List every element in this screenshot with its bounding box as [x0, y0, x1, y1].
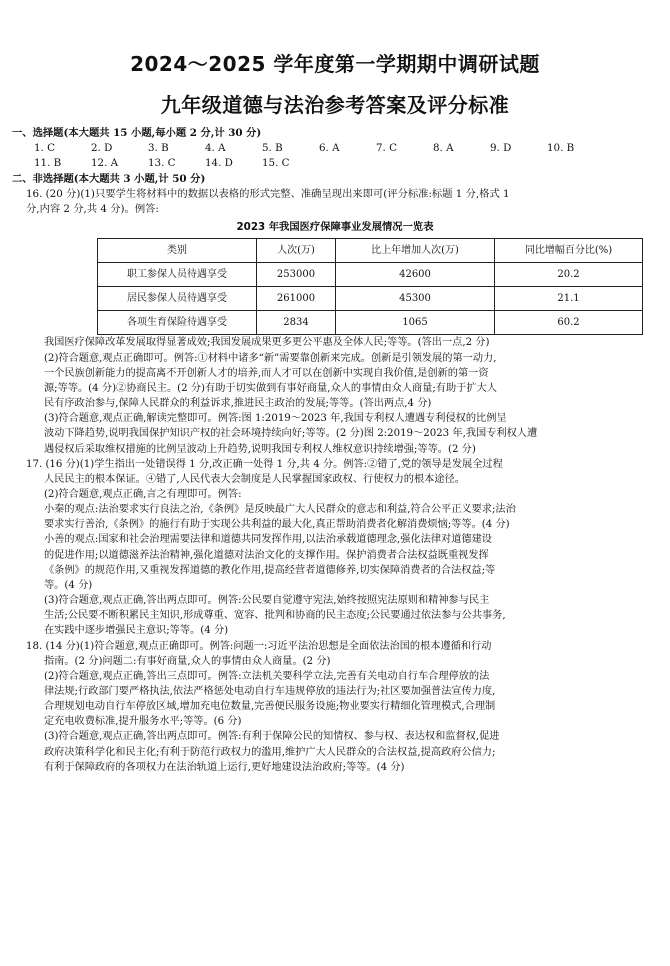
q17-line: 《条例》的规范作用,又重视发挥道德的教化作用,提高经营者道德修养,切实保障消费者的合法权益;等 [44, 564, 496, 576]
table-cell: 2834 [257, 311, 336, 335]
table-row [98, 287, 643, 311]
q17-line: 生活;公民要不断积累民主知识,形成尊重、宽容、批判和协商的民主态度;公民要通过依法参与公共事务, [44, 610, 506, 622]
answer-key-title: 九年级道德与法治参考答案及评分标准 [160, 93, 510, 117]
choice-answer: 13. C [148, 157, 176, 170]
table-header-cell: 人次(万) [257, 239, 336, 263]
table-header-cell: 比上年增加人次(万) [336, 239, 495, 263]
exam-title: 2024～2025 学年度第一学期期中调研试题 [130, 52, 540, 76]
q18-line: 政府决策科学化和民主化;有利于防范行政权力的滥用,维护广大人民群众的合法权益,提高政府公信力; [44, 746, 496, 758]
table-header-row [98, 239, 643, 263]
section1-heading: 一、选择题(本大题共 15 小题,每小题 2 分,计 30 分) [12, 127, 262, 139]
choice-answer: 9. D [490, 142, 512, 155]
q17-line: 等。(4 分) [44, 579, 93, 591]
choice-answer: 11. B [34, 157, 62, 170]
choice-answers-row-1 [12, 141, 658, 156]
q17-line: 人民民主的根本保证。④错了,人民代表大会制度是人民掌握国家政权、行使权力的根本途径。 [44, 473, 465, 485]
choice-answer: 1. C [34, 142, 55, 155]
q16-line: 我国医疗保障改革发展取得显著成效;我国发展成果更多更公平惠及全体人民;等等。(答出一点,2 分) [44, 337, 490, 349]
q18-line: 律法规;行政部门要严格执法,依法严格惩处电动自行车违规停放的违法行为;社区要加强普法宣传力度, [44, 686, 496, 698]
q18-line: (2)符合题意,观点正确,答出三点即可。例答:立法机关要科学立法,完善有关电动自行车合理停放的法 [44, 670, 490, 682]
table-cell: 各项生育保险待遇享受 [98, 311, 257, 335]
choice-answer: 14. D [205, 157, 233, 170]
answer-body [12, 126, 658, 775]
table-cell: 60.2 [495, 311, 643, 335]
q18-line: 有利于保障政府的各项权力在法治轨道上运行,更好地建设法治政府;等等。(4 分) [44, 761, 405, 773]
table-cell: 42600 [336, 263, 495, 287]
choice-answer: 6. A [319, 142, 340, 155]
q18-line: 合理规划电动自行车停放区域,增加充电位数量,完善便民服务设施;物业要实行精细化管理模式,合理制 [44, 701, 496, 713]
q16-line: 源;等等。(4 分)②协商民主。(2 分)有助于切实做到有事好商量,众人的事情由众人商量;有助于扩大人 [44, 382, 497, 394]
table-cell: 职工参保人员待遇享受 [98, 263, 257, 287]
q17-line: 要求实行善治,《条例》的施行有助于实现公共利益的最大化,真正帮助消费者化解消费烦恼;等等。(4 分) [44, 519, 510, 531]
table-cell: 45300 [336, 287, 495, 311]
choice-answer: 7. C [376, 142, 397, 155]
table-cell: 253000 [257, 263, 336, 287]
answer-text [12, 335, 658, 775]
table-header-cell: 类别 [98, 239, 257, 263]
q16-line: (2)符合题意,观点正确即可。例答:①材料中诸多“新”需要靠创新来完成。创新是引领发展的第一动力, [44, 352, 497, 364]
q17-line: (2)符合题意,观点正确,言之有理即可。例答: [44, 488, 242, 500]
table-cell: 21.1 [495, 287, 643, 311]
q17-line: 17. (16 分)(1)学生指出一处错误得 1 分,改正确一处得 1 分,共 4 分。例答:②错了,党的领导是发展全过程 [26, 458, 503, 470]
q16-line: 遇侵权后采取维权措施的比例呈波动上升趋势,说明我国专利权人维权意识持续增强;等等。(2 分) [44, 443, 476, 455]
q18-line: 指南。(2 分)问题二:有事好商量,众人的事情由众人商量。(2 分) [44, 655, 331, 667]
choice-answer: 12. A [91, 157, 119, 170]
q18-line: 定充电收费标准,提升服务水平;等等。(6 分) [44, 716, 242, 728]
choice-answer: 2. D [91, 142, 113, 155]
choice-answer: 4. A [205, 142, 226, 155]
choice-answers-row-2 [12, 156, 658, 171]
q16-line: 一个民族创新能力的提高离不开创新人才的培养,而人才可以在创新中实现自我价值,是创新的第一资 [44, 367, 489, 379]
section2-heading: 二、非选择题(本大题共 3 小题,计 50 分) [12, 172, 206, 185]
q16-line: 民有序政治参与,保障人民群众的利益诉求,推进民主政治的发展;等等。(答出两点,4 分) [44, 398, 432, 410]
medical-insurance-table [97, 238, 643, 335]
q17-line: 在实践中逐步增强民主意识;等等。(4 分) [44, 625, 229, 637]
choice-answer: 15. C [262, 157, 290, 170]
q16-line: 波动下降趋势,说明我国保护知识产权的社会环境持续向好;等等。(2 分)图 2:2019～2023 年,我国专利权人遭 [44, 428, 538, 440]
table-row [98, 263, 643, 287]
table-row [98, 311, 643, 335]
table-cell: 1065 [336, 311, 495, 335]
table-title: 2023 年我国医疗保障事业发展情况一览表 [236, 221, 434, 234]
table-header-cell: 同比增幅百分比(%) [495, 239, 643, 263]
q17-line: (3)符合题意,观点正确,答出两点即可。例答:公民要自觉遵守宪法,始终按照宪法原则和精神参与民主 [44, 595, 490, 607]
choice-answer: 3. B [148, 142, 169, 155]
q18-line: 18. (14 分)(1)符合题意,观点正确即可。例答:问题一:习近平法治思想是全面依法治国的根本遵循和行动 [26, 640, 492, 652]
q16-line: 分,内容 2 分,共 4 分)。例答: [26, 203, 159, 216]
q17-line: 小秦的观点:法治要求实行良法之治,《条例》是反映最广大人民群众的意志和利益,符合公平正义要求;法治 [44, 504, 516, 516]
q17-line: 的促进作用;以道德滋养法治精神,强化道德对法治文化的支撑作用。保护消费者合法权益既重视发挥 [44, 549, 489, 561]
choice-answer: 5. B [262, 142, 283, 155]
table-cell: 20.2 [495, 263, 643, 287]
q16-line: 16. (20 分)(1)只要学生将材料中的数据以表格的形式完整、准确呈现出来即可(评分标准:标题 1 分,格式 1 [26, 187, 510, 200]
q18-line: (3)符合题意,观点正确,答出两点即可。例答:有利于保障公民的知情权、参与权、表达权和监督权,促进 [44, 731, 500, 743]
q16-line: (3)符合题意,观点正确,解读完整即可。例答:图 1:2019～2023 年,我国专利权人遭遇专利侵权的比例呈 [44, 413, 507, 425]
choice-answer: 10. B [547, 142, 575, 155]
table-cell: 居民参保人员待遇享受 [98, 287, 257, 311]
q17-line: 小善的观点:国家和社会治理需要法律和道德共同发挥作用,以法治承载道德理念,强化法律对道德建设 [44, 534, 492, 546]
table-cell: 261000 [257, 287, 336, 311]
choice-answer: 8. A [433, 142, 454, 155]
